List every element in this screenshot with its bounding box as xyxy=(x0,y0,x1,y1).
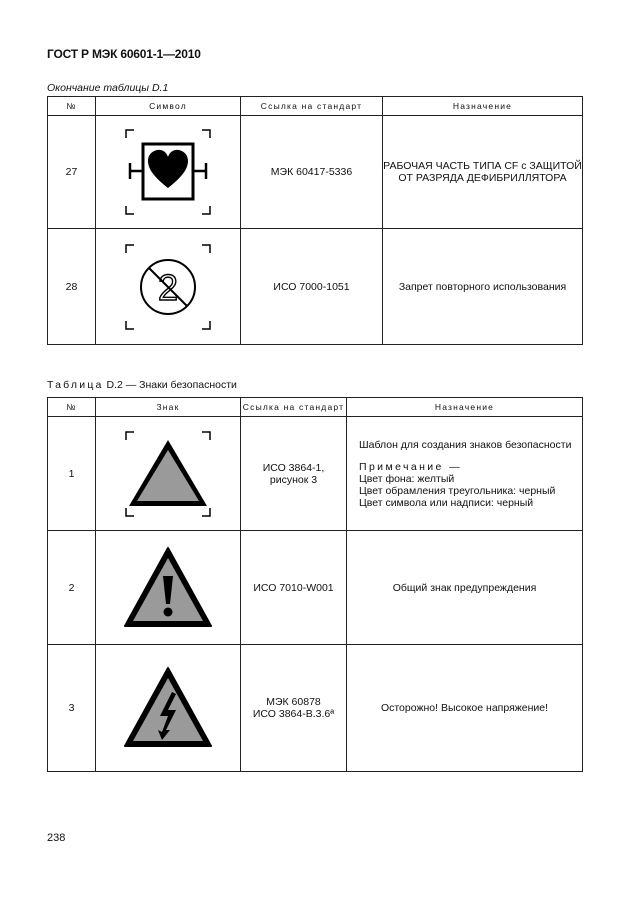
table-header-row xyxy=(48,398,583,417)
reference-line: МЭК 60878 xyxy=(266,696,321,708)
column-header-num: № xyxy=(48,398,96,417)
purpose-cell: Осторожно! Высокое напряжение! xyxy=(347,645,583,772)
table-row xyxy=(48,531,583,645)
symbol-cell xyxy=(96,116,241,229)
purpose-cell xyxy=(383,116,583,229)
note-line: Цвет обрамления треугольника: черный xyxy=(359,484,556,497)
purpose-text: Шаблон для создания знаков безопасности xyxy=(359,438,572,451)
row-number: 1 xyxy=(48,417,96,531)
note-label: Примечание — xyxy=(359,460,462,473)
table-row xyxy=(48,645,583,772)
reference-cell: ИСО 7010-W001 xyxy=(241,531,347,645)
table1-caption: Окончание таблицы D.1 xyxy=(47,82,169,94)
table2-caption xyxy=(47,379,237,391)
column-header-sign: Знак xyxy=(96,398,241,417)
high-voltage-icon xyxy=(118,658,218,758)
purpose-cell: Общий знак предупреждения xyxy=(347,531,583,645)
sign-cell xyxy=(96,531,241,645)
reference-cell xyxy=(241,645,347,772)
table-d1-end xyxy=(47,96,583,345)
note-line: Цвет фона: желтый xyxy=(359,472,455,485)
symbol-cell xyxy=(96,229,241,345)
svg-text:2: 2 xyxy=(157,266,179,308)
column-header-purpose: Назначение xyxy=(347,398,583,417)
caption-rest: D.2 — Знаки безопасности xyxy=(103,379,237,391)
table-header-row xyxy=(48,97,583,116)
reference-line: ИСО 3864-1, xyxy=(262,461,325,474)
column-header-reference: Ссылка на стандарт xyxy=(241,97,383,116)
reference-cell xyxy=(241,417,347,531)
cf-defibrillation-proof-heart-icon xyxy=(118,122,218,222)
table-d2-safety-signs xyxy=(47,397,583,772)
table-row xyxy=(48,229,583,345)
general-warning-icon xyxy=(118,538,218,638)
warning-triangle-template-icon xyxy=(118,424,218,524)
purpose-cell: Запрет повторного использования xyxy=(383,229,583,345)
sign-cell xyxy=(96,417,241,531)
reference-cell: ИСО 7000-1051 xyxy=(241,229,383,345)
column-header-num: № xyxy=(48,97,96,116)
row-number: 27 xyxy=(48,116,96,229)
document-title: ГОСТ Р МЭК 60601-1—2010 xyxy=(47,47,201,61)
purpose-line: РАБОЧАЯ ЧАСТЬ ТИПА CF с ЗАЩИТОЙ xyxy=(383,160,582,172)
reference-cell: МЭК 60417-5336 xyxy=(241,116,383,229)
table-row xyxy=(48,417,583,531)
purpose-cell xyxy=(347,417,583,531)
row-number: 2 xyxy=(48,531,96,645)
row-number: 28 xyxy=(48,229,96,345)
reference-line: рисунок 3 xyxy=(269,473,318,486)
column-header-symbol: Символ xyxy=(96,97,241,116)
reference-line: ИСО 3864-B.3.6ª xyxy=(252,708,335,720)
column-header-reference: Ссылка на стандарт xyxy=(241,398,347,417)
caption-prefix: Таблица xyxy=(47,379,104,391)
sign-cell xyxy=(96,645,241,772)
page-number: 238 xyxy=(47,832,66,844)
row-number: 3 xyxy=(48,645,96,772)
table-row xyxy=(48,116,583,229)
note-line: Цвет символа или надписи: черный xyxy=(359,496,534,509)
column-header-purpose: Назначение xyxy=(383,97,583,116)
do-not-reuse-icon xyxy=(118,237,218,337)
purpose-line: ОТ РАЗРЯДА ДЕФИБРИЛЛЯТОРА xyxy=(398,172,567,184)
